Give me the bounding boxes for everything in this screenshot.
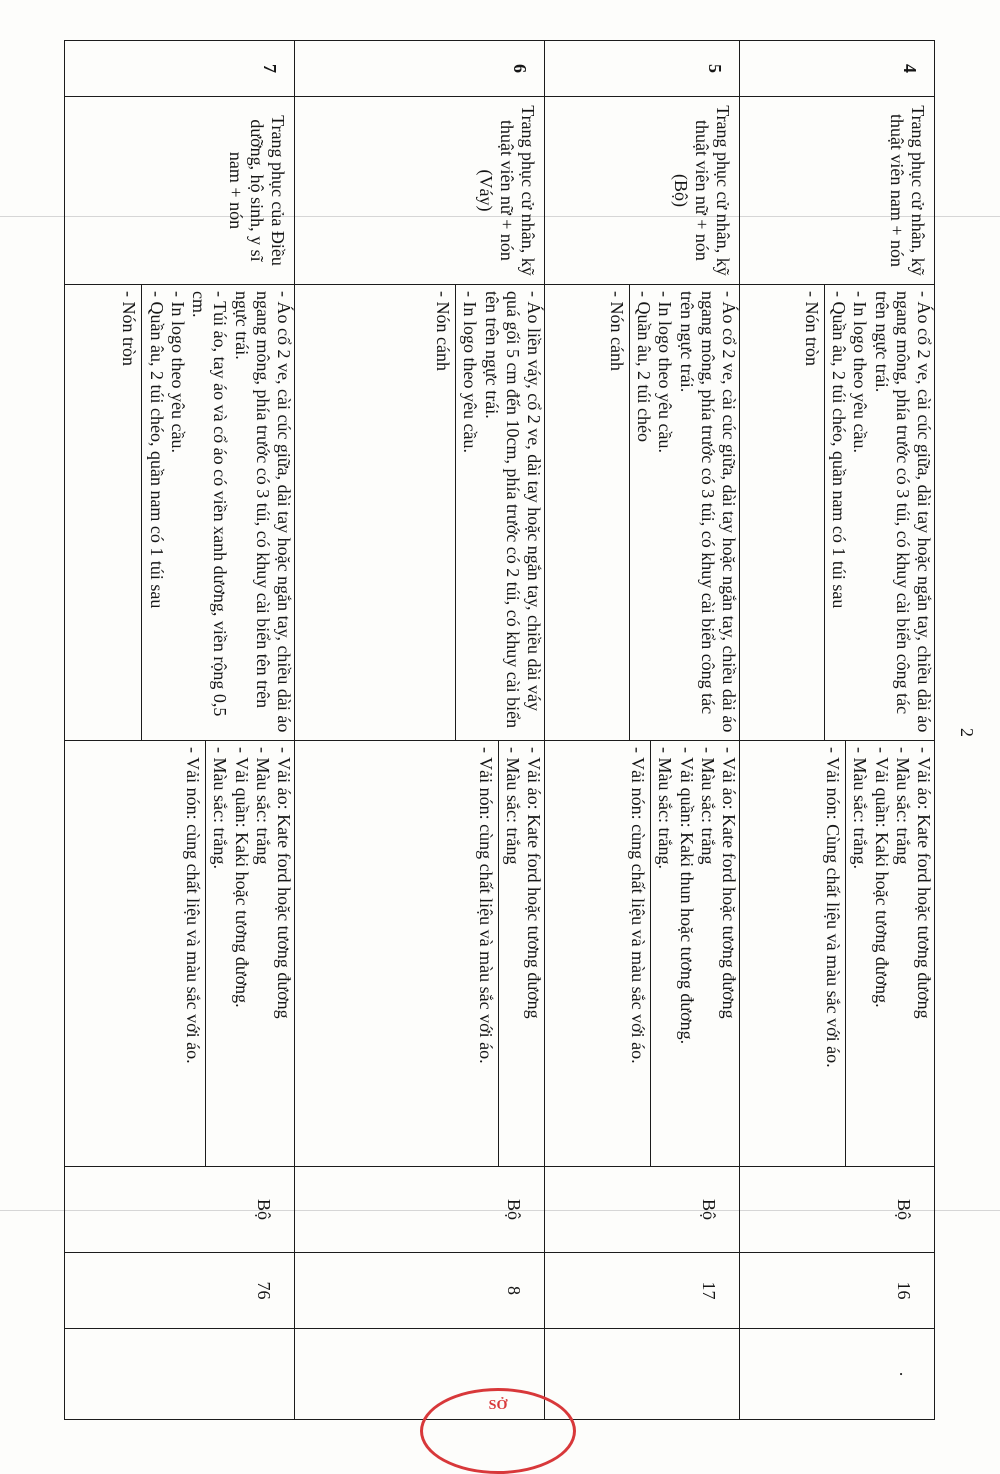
table-row (545, 41, 740, 1420)
item-description (65, 285, 295, 741)
material-line: - Màu sắc: trắng (502, 747, 523, 865)
item-description (740, 285, 935, 741)
description-line: - Túi áo, tay áo và cổ áo có viền xanh dương, viền rộng 0,5 cm. (189, 291, 231, 717)
description-line: - In logo theo yêu cầu. (167, 291, 188, 453)
material-line: - Vải quần: Kaki hoặc tương đương. (231, 747, 252, 1008)
rotated-page (65, 40, 935, 1400)
item-materials (545, 741, 740, 1167)
item-description (545, 285, 740, 741)
item-unit: Bộ (65, 1167, 295, 1253)
item-unit: Bộ (295, 1167, 545, 1253)
description-line: - Quần âu, 2 túi chéo (634, 291, 655, 442)
description-line: - Nón tròn (118, 285, 142, 740)
item-name: Trang phục cử nhân, kỹ thuật viên nữ + nón (Váy) (295, 97, 545, 285)
item-unit: Bộ (545, 1167, 740, 1253)
material-line: - Vải áo: Kate ford hoặc tương đương (719, 747, 739, 1019)
table-row (65, 41, 295, 1420)
item-materials (740, 741, 935, 1167)
description-line: - In logo theo yêu cầu. (850, 291, 871, 453)
description-line: - Nón cánh (432, 285, 456, 740)
item-name: Trang phục của Điều dưỡng, hộ sinh, y sĩ nam + nón (65, 97, 295, 285)
material-line: - Vải áo: Kate ford hoặc tương đương (914, 747, 934, 1019)
item-description (295, 285, 545, 741)
description-line: - Áo cổ 2 ve, cài cúc giữa, dài tay hoặc ngắn tay, chiều dài áo ngang mông, phía trước có 3 túi, có khuy cài biển tên trên ngực trái. (231, 291, 294, 733)
material-line: - Vải áo: Kate ford hoặc tương đương (274, 747, 294, 1019)
material-line: - Màu sắc: trắng. (655, 747, 676, 869)
material-line: - Vải nón: cùng chất liệu và màu sắc với áo. (182, 741, 206, 1166)
item-note: . (740, 1329, 935, 1420)
material-line: - Màu sắc: trắng. (210, 747, 231, 869)
description-line: - In logo theo yêu cầu. (655, 291, 676, 453)
official-stamp: SỞ (420, 1388, 576, 1474)
material-line: - Vải nón: Cùng chất liệu và màu sắc với áo. (822, 741, 846, 1166)
material-line: - Vải nón: cùng chất liệu và màu sắc với áo. (627, 741, 651, 1166)
material-line: - Vải nón: cùng chất liệu và màu sắc với áo. (474, 741, 498, 1166)
item-quantity: 16 (740, 1253, 935, 1329)
uniform-spec-table (64, 40, 935, 1420)
description-line: - Quần âu, 2 túi chéo, quần nam có 1 túi sau (146, 291, 167, 609)
description-line: - Nón cánh (606, 285, 630, 740)
description-line: - Áo cổ 2 ve, cài cúc giữa, dài tay hoặc ngắn tay, chiều dài áo ngang mông, phía trước có 3 túi, có khuy cài biển công tác trên ngực trái. (871, 291, 934, 733)
material-line: - Màu sắc: trắng (697, 747, 718, 865)
material-line: - Vải quần: Kaki hoặc tương đương. (871, 747, 892, 1008)
table-row (740, 41, 935, 1420)
row-index: 7 (65, 41, 295, 97)
item-note (65, 1329, 295, 1420)
item-name: Trang phục cử nhân, kỹ thuật viên nam + nón (740, 97, 935, 285)
page-number: 2 (957, 728, 977, 737)
material-line: - Màu sắc: trắng (252, 747, 273, 865)
description-line: - Áo liền váy, cổ 2 ve, dài tay hoặc ngắn tay, chiều dài váy quá gối 5 cm đến 10cm, phía trước có 2 túi, có khuy cài biển tên trên ngực trái. (481, 291, 544, 729)
row-index: 6 (295, 41, 545, 97)
material-line: - Màu sắc: trắng (892, 747, 913, 865)
row-index: 4 (740, 41, 935, 97)
description-line: - Áo cổ 2 ve, cài cúc giữa, dài tay hoặc ngắn tay, chiều dài áo ngang mông, phía trước có 3 túi, có khuy cài biển công tác trên ngực trái. (676, 291, 739, 733)
description-line: - Nón tròn (801, 285, 825, 740)
row-index: 5 (545, 41, 740, 97)
item-unit: Bộ (740, 1167, 935, 1253)
item-materials (295, 741, 545, 1167)
material-line: - Vải áo: Kate ford hoặc tương đương (524, 747, 544, 1019)
description-line: - Quần âu, 2 túi chéo, quần nam có 1 túi sau (829, 291, 850, 609)
material-line: - Vải quần: Kaki thun hoặc tương đương. (676, 747, 697, 1045)
item-quantity: 76 (65, 1253, 295, 1329)
item-quantity: 8 (295, 1253, 545, 1329)
item-materials (65, 741, 295, 1167)
table-row (295, 41, 545, 1420)
item-name: Trang phục cử nhân, kỹ thuật viên nữ + nón (Bộ) (545, 97, 740, 285)
material-line: - Màu sắc: trắng. (850, 747, 871, 869)
description-line: - In logo theo yêu cầu. (460, 291, 481, 453)
item-quantity: 17 (545, 1253, 740, 1329)
item-note (545, 1329, 740, 1420)
